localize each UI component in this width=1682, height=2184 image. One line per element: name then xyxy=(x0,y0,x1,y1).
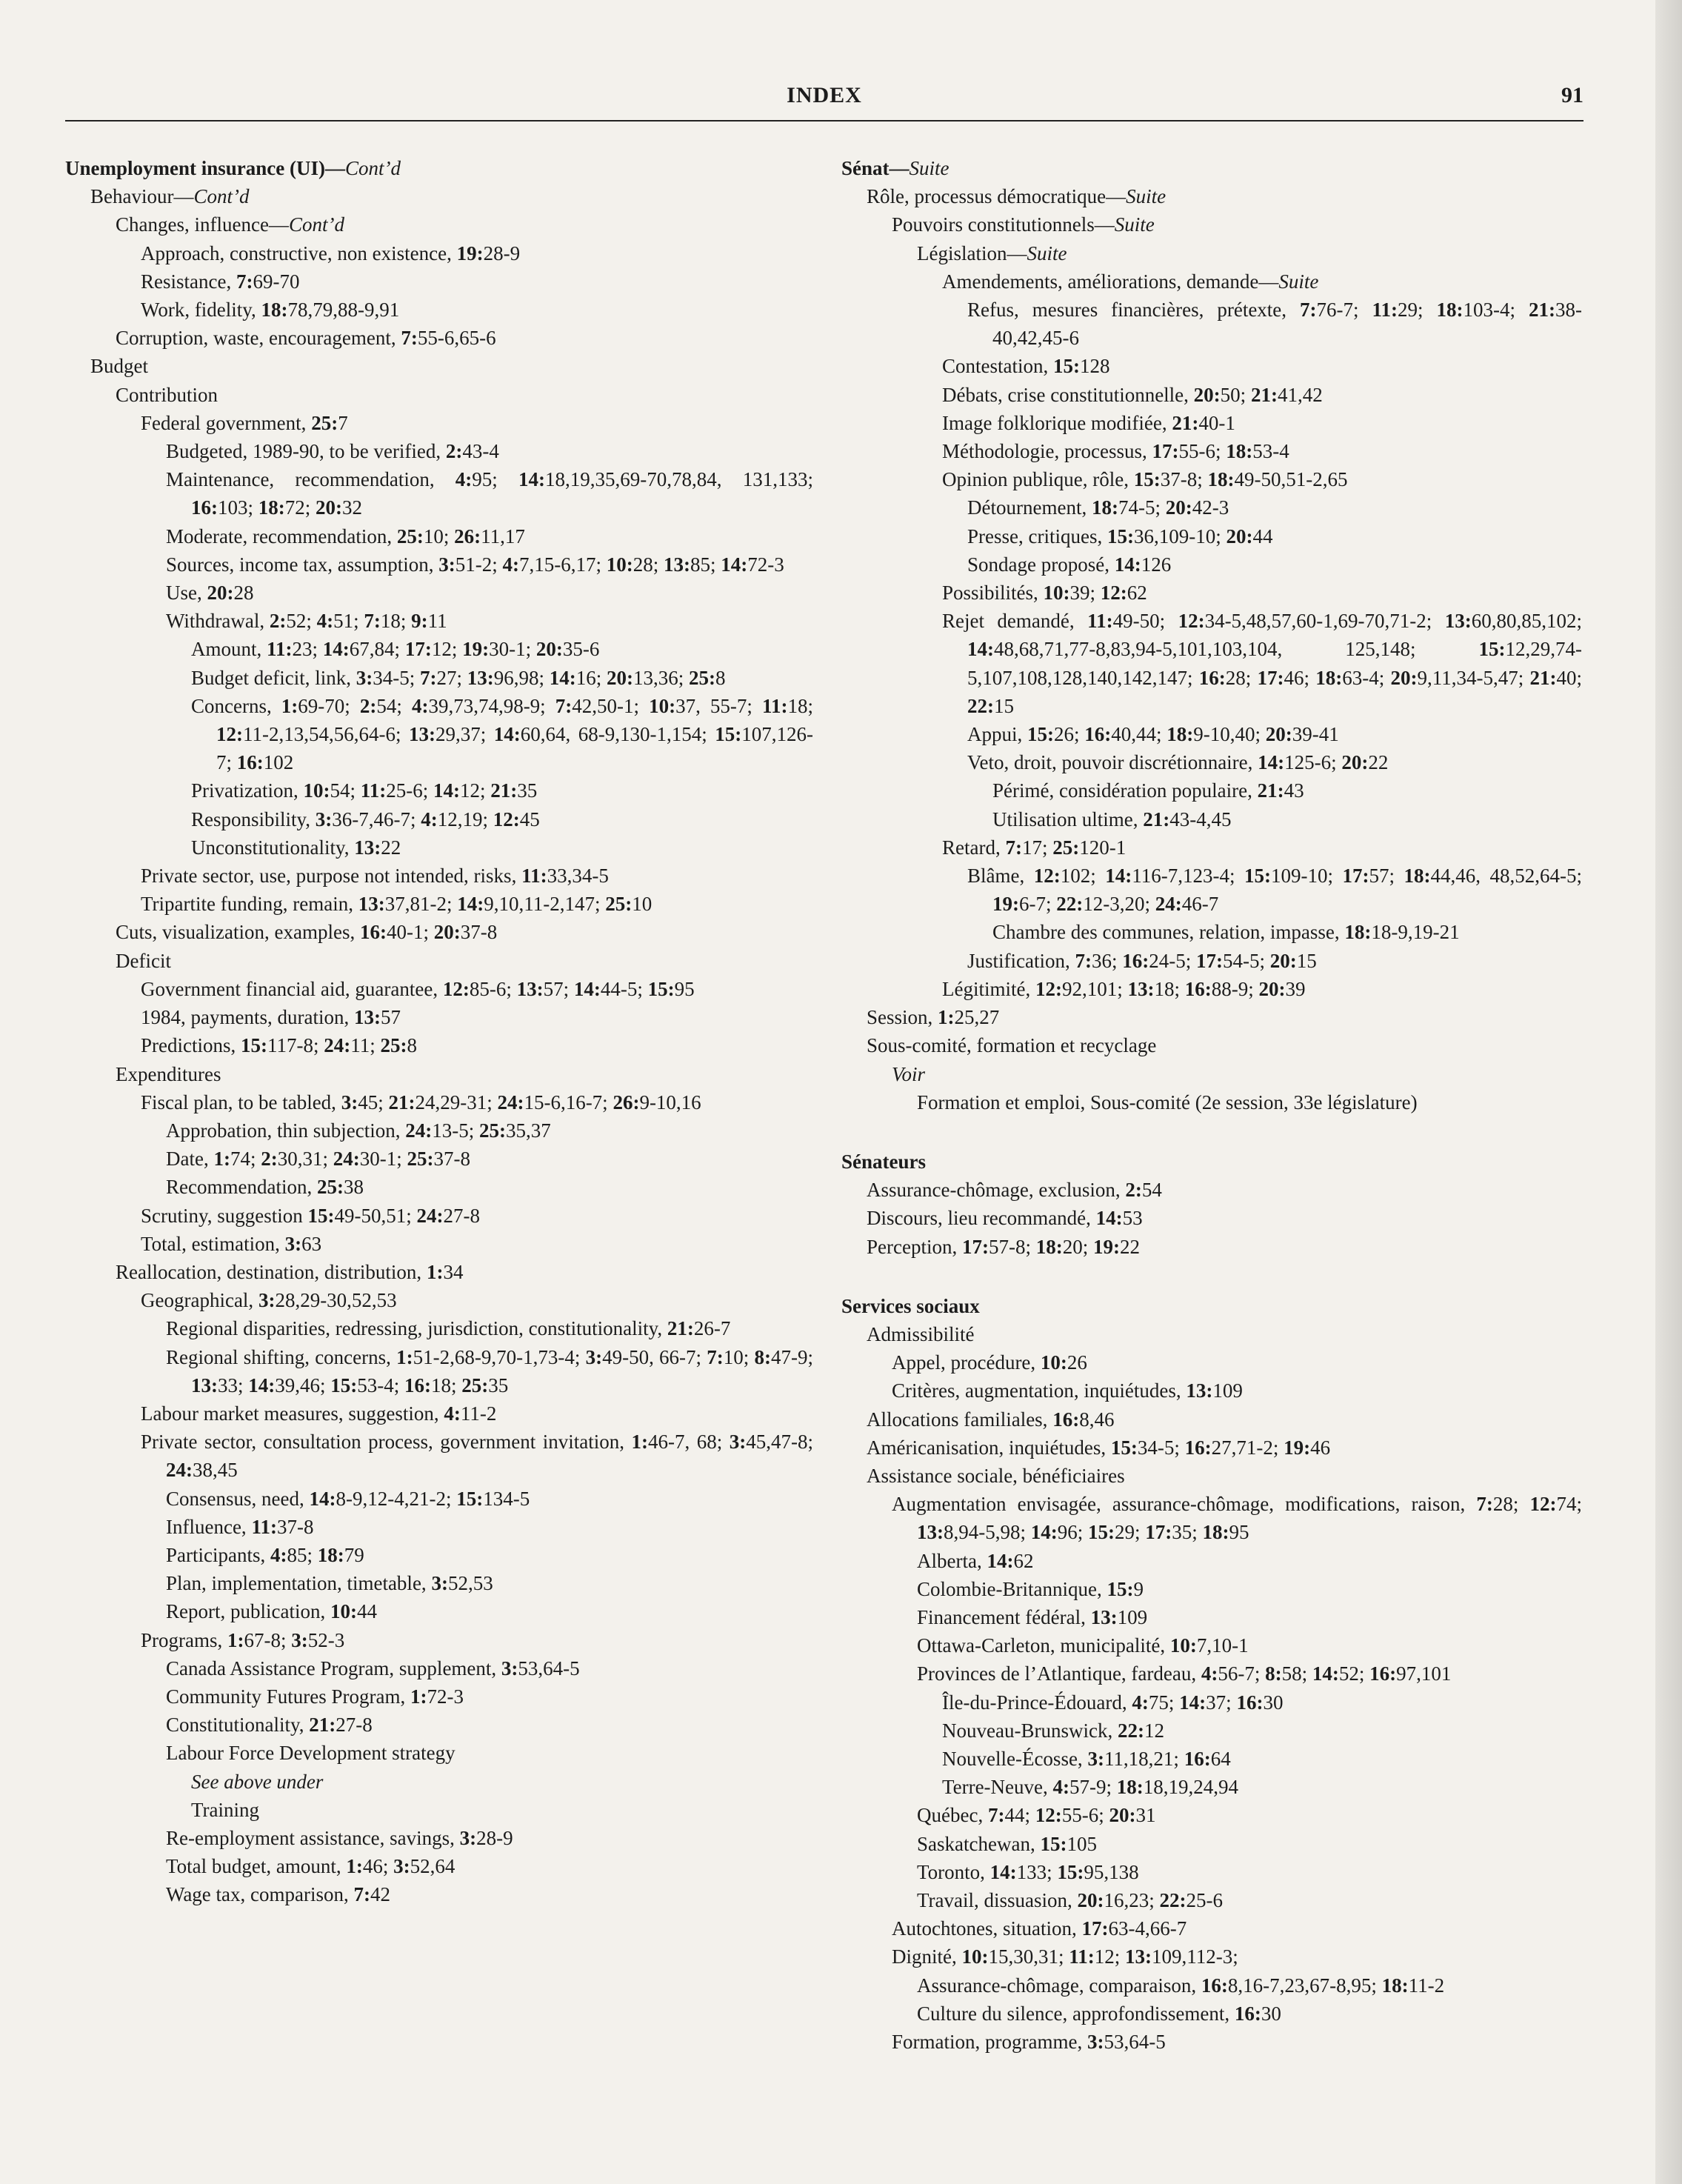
index-entry: Date, 1:74; 2:30,31; 24:30-1; 25:37-8 xyxy=(166,1148,470,1171)
header-rule xyxy=(65,120,1583,121)
index-entry: Québec, 7:44; 12:55-6; 20:31 xyxy=(917,1804,1156,1827)
index-heading: Sénateurs xyxy=(841,1150,926,1173)
index-entry: Plan, implementation, timetable, 3:52,53 xyxy=(166,1572,493,1595)
index-entry: Budget xyxy=(90,355,148,378)
index-entry: Blâme, 12:102; 14:116-7,123-4; 15:109-10; 17:57; 18:44,46, 48,52,64-5; 19:6-7; 22:12-3,20; 24:46-7 xyxy=(967,865,1582,916)
page-header xyxy=(65,83,1583,120)
index-entry: Presse, critiques, 15:36,109-10; 20:44 xyxy=(967,525,1273,547)
index-entry: Formation et emploi, Sous-comité (2e session, 33e législature) xyxy=(917,1091,1418,1113)
index-entry: Report, publication, 10:44 xyxy=(166,1600,377,1623)
entry-spacer xyxy=(841,1116,1582,1148)
index-entry: Deficit xyxy=(116,949,171,972)
index-entry: Influence, 11:37-8 xyxy=(166,1515,314,1538)
index-entry: Admissibilité xyxy=(867,1322,975,1345)
index-entry: Consensus, need, 14:8-9,12-4,21-2; 15:134-5 xyxy=(166,1487,530,1510)
index-entry: Allocations familiales, 16:8,46 xyxy=(867,1408,1115,1431)
index-entry: Législation—Suite xyxy=(917,242,1067,264)
index-entry: Financement fédéral, 13:109 xyxy=(917,1605,1148,1628)
index-entry: Perception, 17:57-8; 18:20; 19:22 xyxy=(867,1235,1140,1258)
index-entry: Saskatchewan, 15:105 xyxy=(917,1832,1097,1855)
index-entry: Appui, 15:26; 16:40,44; 18:9-10,40; 20:39-41 xyxy=(967,723,1339,746)
index-entry: Discours, lieu recommandé, 14:53 xyxy=(867,1207,1143,1230)
index-entry: Labour market measures, suggestion, 4:11-2 xyxy=(141,1402,497,1425)
index-entry: Privatization, 10:54; 11:25-6; 14:12; 21:35 xyxy=(191,779,538,802)
index-entry: Autochtones, situation, 17:63-4,66-7 xyxy=(892,1917,1187,1940)
index-entry: Amount, 11:23; 14:67,84; 17:12; 19:30-1; 20:35-6 xyxy=(191,638,600,661)
page-number: 91 xyxy=(1561,83,1583,107)
index-entry: Détournement, 18:74-5; 20:42-3 xyxy=(967,496,1229,519)
index-heading: Sénat—Suite xyxy=(841,157,950,179)
index-entry: Contestation, 15:128 xyxy=(942,355,1110,378)
index-entry: Sous-comité, formation et recyclage xyxy=(867,1034,1157,1057)
index-entry: Assurance-chômage, comparaison, 16:8,16-7,23,67-8,95; 18:11-2 xyxy=(917,1974,1445,1997)
index-entry: Provinces de l’Atlantique, fardeau, 4:56-7; 8:58; 14:52; 16:97,101 xyxy=(917,1662,1452,1685)
index-entry: Alberta, 14:62 xyxy=(917,1549,1034,1572)
index-entry: Programs, 1:67-8; 3:52-3 xyxy=(141,1628,345,1651)
page-title: INDEX xyxy=(787,83,862,107)
index-entry: Travail, dissuasion, 20:16,23; 22:25-6 xyxy=(917,1888,1224,1911)
index-entry: Dignité, 10:15,30,31; 11:12; 13:109,112-3; xyxy=(892,1945,1238,1968)
index-entry: Image folklorique modifiée, 21:40-1 xyxy=(942,411,1235,434)
index-entry: Île-du-Prince-Édouard, 4:75; 14:37; 16:30 xyxy=(942,1691,1284,1714)
index-entry: Labour Force Development strategy xyxy=(166,1742,455,1765)
index-entry: Formation, programme, 3:53,64-5 xyxy=(892,2031,1166,2053)
index-entry: 1984, payments, duration, 13:57 xyxy=(141,1006,401,1029)
index-entry: Appel, procédure, 10:26 xyxy=(892,1351,1087,1374)
index-entry: Geographical, 3:28,29-30,52,53 xyxy=(141,1289,397,1312)
index-entry: Reallocation, destination, distribution, 1:34 xyxy=(116,1260,464,1283)
index-entry: Pouvoirs constitutionnels—Suite xyxy=(892,213,1155,236)
index-column-left xyxy=(65,154,813,1909)
entry-spacer xyxy=(841,1261,1582,1292)
index-entry: Maintenance, recommendation, 4:95; 14:18,19,35,69-70,78,84, 131,133; 16:103; 18:72; 20:32 xyxy=(166,468,813,519)
index-entry: Wage tax, comparison, 7:42 xyxy=(166,1883,390,1906)
index-entry: Work, fidelity, 18:78,79,88-9,91 xyxy=(141,299,400,322)
index-entry: Critères, augmentation, inquiétudes, 13:109 xyxy=(892,1379,1243,1402)
index-entry: Approach, constructive, non existence, 19:28-9 xyxy=(141,242,521,264)
index-entry: Regional disparities, redressing, jurisdiction, constitutionality, 21:26-7 xyxy=(166,1317,731,1340)
index-entry: Culture du silence, approfondissement, 16:30 xyxy=(917,2002,1281,2025)
index-entry: Concerns, 1:69-70; 2:54; 4:39,73,74,98-9; 7:42,50-1; 10:37, 55-7; 11:18; 12:11-2,13,54,56,64-6; 13:29,37; 14:60,64, 68-9,130-1,154; 15:107,126-7; 16:102 xyxy=(191,694,814,774)
index-entry: Participants, 4:85; 18:79 xyxy=(166,1543,364,1566)
index-entry: Toronto, 14:133; 15:95,138 xyxy=(917,1860,1139,1883)
index-entry: Private sector, consultation process, government invitation, 1:46-7, 68; 3:45,47-8; 24:38,45 xyxy=(141,1431,813,1482)
index-entry: Scrutiny, suggestion 15:49-50,51; 24:27-8 xyxy=(141,1204,480,1227)
index-entry: Fiscal plan, to be tabled, 3:45; 21:24,29-31; 24:15-6,16-7; 26:9-10,16 xyxy=(141,1091,701,1113)
index-entry: Total, estimation, 3:63 xyxy=(141,1232,322,1255)
index-entry: Budget deficit, link, 3:34-5; 7:27; 13:96,98; 14:16; 20:13,36; 25:8 xyxy=(191,666,726,689)
index-entry: Tripartite funding, remain, 13:37,81-2; 14:9,10,11-2,147; 25:10 xyxy=(141,893,653,916)
index-entry: Assistance sociale, bénéficiaires xyxy=(867,1464,1125,1487)
index-entry: Responsibility, 3:36-7,46-7; 4:12,19; 12:45 xyxy=(191,808,540,830)
index-entry: Nouvelle-Écosse, 3:11,18,21; 16:64 xyxy=(942,1747,1231,1770)
index-entry: Justification, 7:36; 16:24-5; 17:54-5; 20:15 xyxy=(967,949,1317,972)
index-entry: Rejet demandé, 11:49-50; 12:34-5,48,57,60-1,69-70,71-2; 13:60,80,85,102; 14:48,68,71,77-8,83,94-5,101,103,104, 125,148; 15:12,29,74-5,107,108,128,140,142,147; 16:28; 17:46; 18:63-4; 20:9,11,34-5,47; 21:40; 22:15 xyxy=(942,610,1582,717)
index-entry: Behaviour—Cont’d xyxy=(90,185,250,208)
index-entry: Recommendation, 25:38 xyxy=(166,1176,364,1199)
index-entry: Américanisation, inquiétudes, 15:34-5; 16:27,71-2; 19:46 xyxy=(867,1436,1331,1459)
index-entry: Constitutionality, 21:27-8 xyxy=(166,1714,373,1737)
index-entry: Nouveau-Brunswick, 22:12 xyxy=(942,1719,1164,1742)
index-entry: Community Futures Program, 1:72-3 xyxy=(166,1685,464,1708)
index-entry: Canada Assistance Program, supplement, 3:53,64-5 xyxy=(166,1657,580,1679)
index-entry: Federal government, 25:7 xyxy=(141,411,348,434)
index-entry: Ottawa-Carleton, municipalité, 10:7,10-1 xyxy=(917,1634,1249,1657)
index-entry: Regional shifting, concerns, 1:51-2,68-9,70-1,73-4; 3:49-50, 66-7; 7:10; 8:47-9; 13:33; 14:39,46; 15:53-4; 16:18; 25:35 xyxy=(166,1345,814,1396)
index-entry: Government financial aid, guarantee, 12:85-6; 13:57; 14:44-5; 15:95 xyxy=(141,977,695,1000)
index-entry: Veto, droit, pouvoir discrétionnaire, 14:125-6; 20:22 xyxy=(967,751,1389,774)
index-heading: Services sociaux xyxy=(841,1294,980,1317)
index-entry: Terre-Neuve, 4:57-9; 18:18,19,24,94 xyxy=(942,1776,1239,1799)
index-entry: Opinion publique, rôle, 15:37-8; 18:49-50,51-2,65 xyxy=(942,468,1348,491)
index-entry: Use, 20:28 xyxy=(166,582,254,605)
index-entry: See above under xyxy=(191,1770,324,1793)
index-entry: Utilisation ultime, 21:43-4,45 xyxy=(992,808,1232,830)
index-heading: Unemployment insurance (UI)—Cont’d xyxy=(65,157,401,179)
index-entry: Méthodologie, processus, 17:55-6; 18:53-4 xyxy=(942,440,1289,463)
index-entry: Amendements, améliorations, demande—Suite xyxy=(942,270,1319,293)
index-entry: Possibilités, 10:39; 12:62 xyxy=(942,582,1147,605)
index-entry: Voir xyxy=(892,1062,926,1085)
index-entry: Session, 1:25,27 xyxy=(867,1006,1000,1029)
index-entry: Re-employment assistance, savings, 3:28-9 xyxy=(166,1826,513,1849)
index-entry: Contribution xyxy=(116,383,218,406)
index-entry: Périmé, considération populaire, 21:43 xyxy=(992,779,1304,802)
index-entry: Augmentation envisagée, assurance-chômage, modifications, raison, 7:28; 12:74; 13:8,94-5,98; 14:96; 15:29; 17:35; 18:95 xyxy=(892,1493,1582,1544)
index-entry: Approbation, thin subjection, 24:13-5; 25:35,37 xyxy=(166,1119,551,1142)
page-edge-shadow xyxy=(1655,0,1682,2184)
index-entry: Sources, income tax, assumption, 3:51-2; 4:7,15-6,17; 10:28; 13:85; 14:72-3 xyxy=(166,553,784,576)
index-entry: Predictions, 15:117-8; 24:11; 25:8 xyxy=(141,1034,417,1057)
index-entry: Retard, 7:17; 25:120-1 xyxy=(942,836,1127,859)
index-entry: Total budget, amount, 1:46; 3:52,64 xyxy=(166,1855,455,1878)
index-entry: Withdrawal, 2:52; 4:51; 7:18; 9:11 xyxy=(166,610,447,633)
index-entry: Colombie-Britannique, 15:9 xyxy=(917,1577,1144,1600)
index-entry: Refus, mesures financières, prétexte, 7:76-7; 11:29; 18:103-4; 21:38-40,42,45-6 xyxy=(967,299,1582,350)
index-entry: Débats, crise constitutionnelle, 20:50; 21:41,42 xyxy=(942,383,1323,406)
index-entry: Légitimité, 12:92,101; 13:18; 16:88-9; 20:39 xyxy=(942,977,1306,1000)
index-entry: Cuts, visualization, examples, 16:40-1; 20:37-8 xyxy=(116,921,498,944)
index-entry: Changes, influence—Cont’d xyxy=(116,213,344,236)
index-entry: Expenditures xyxy=(116,1062,221,1085)
index-entry: Private sector, use, purpose not intended, risks, 11:33,34-5 xyxy=(141,865,609,888)
index-entry: Sondage proposé, 14:126 xyxy=(967,553,1172,576)
index-entry: Assurance-chômage, exclusion, 2:54 xyxy=(867,1179,1162,1202)
index-column-right xyxy=(841,154,1582,2056)
index-entry: Training xyxy=(191,1798,260,1821)
index-entry: Budgeted, 1989-90, to be verified, 2:43-4 xyxy=(166,440,499,463)
index-entry: Resistance, 7:69-70 xyxy=(141,270,300,293)
index-entry: Corruption, waste, encouragement, 7:55-6,65-6 xyxy=(116,327,496,350)
index-entry: Rôle, processus démocratique—Suite xyxy=(867,185,1167,208)
index-entry: Unconstitutionality, 13:22 xyxy=(191,836,401,859)
index-entry: Chambre des communes, relation, impasse, 18:18-9,19-21 xyxy=(992,921,1460,944)
index-entry: Moderate, recommendation, 25:10; 26:11,17 xyxy=(166,525,525,547)
